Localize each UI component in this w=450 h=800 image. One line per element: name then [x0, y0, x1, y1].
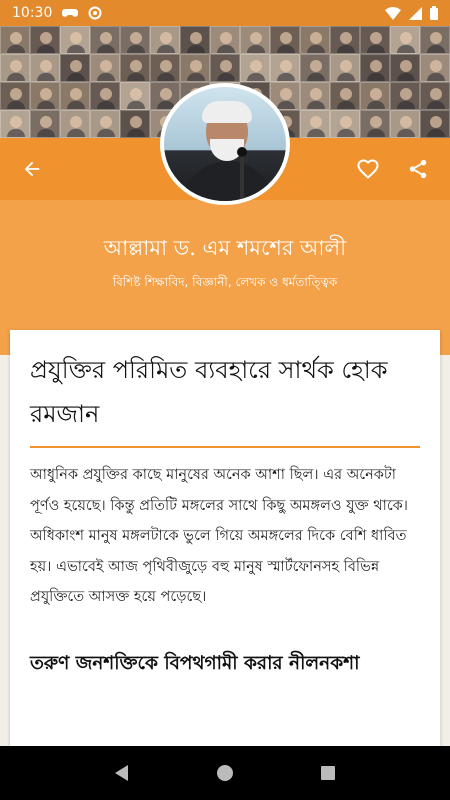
article-title: প্রযুক্তির পরিমিত ব্যবহারে সার্থক হোক রমজান	[30, 348, 420, 448]
collage-photo-tile	[360, 110, 390, 138]
collage-photo-tile	[420, 26, 450, 54]
author-name: আল্লামা ড. এম শমশের আলী	[103, 236, 347, 260]
collage-photo-tile	[210, 54, 240, 82]
collage-photo-tile	[330, 26, 360, 54]
collage-photo-tile	[420, 82, 450, 110]
collage-photo-tile	[0, 54, 30, 82]
back-arrow-icon[interactable]	[14, 151, 50, 187]
collage-photo-tile	[0, 26, 30, 54]
collage-photo-tile	[390, 110, 420, 138]
wifi-icon	[385, 7, 401, 20]
article-paragraph: আধুনিক প্রযুক্তির কাছে মানুষের অনেক আশা ছিল। এর অনেকটা পূর্ণও হয়েছে। কিন্তু প্রতিটি মঙ্গলের সাথে কিছু অমঙ্গলও যুক্ত থাকে। অধিকাংশ মানুষ মঙ্গলটাকে ভুলে গিয়ে অমঙ্গলের দিকে বেশি ধাবিত হয়। এভাবেই আজ পৃথিবীজুড়ে বহু মানুষ স্মার্টফোনসহ বিভিন্ন প্রযুক্তিতে আসক্ত হয়ে পড়েছে।	[30, 467, 408, 605]
collage-photo-tile	[0, 82, 30, 110]
signal-icon	[409, 7, 422, 20]
system-nav-bar	[0, 746, 450, 800]
collage-photo-tile	[300, 54, 330, 82]
recents-square-icon[interactable]	[308, 753, 348, 793]
article-sub-heading: তরুণ জনশক্তিকে বিপথগামী করার নীলনকশা	[30, 652, 360, 674]
home-circle-icon[interactable]	[205, 753, 245, 793]
collage-photo-tile	[120, 26, 150, 54]
collage-photo-tile	[90, 54, 120, 82]
collage-photo-tile	[390, 26, 420, 54]
collage-photo-tile	[360, 82, 390, 110]
collage-photo-tile	[390, 54, 420, 82]
collage-photo-tile	[240, 26, 270, 54]
article-card	[10, 330, 440, 750]
collage-photo-tile	[150, 26, 180, 54]
collage-photo-tile	[420, 54, 450, 82]
collage-photo-tile	[270, 26, 300, 54]
back-triangle-icon[interactable]	[102, 753, 142, 793]
collage-photo-tile	[360, 26, 390, 54]
collage-photo-tile	[210, 26, 240, 54]
microphone-icon	[240, 153, 244, 199]
article-continued-text	[30, 714, 420, 728]
collage-photo-tile	[30, 26, 60, 54]
at-sign-icon	[88, 6, 102, 20]
collage-photo-tile	[300, 110, 330, 138]
collage-photo-tile	[330, 54, 360, 82]
collage-photo-tile	[60, 54, 90, 82]
collage-photo-tile	[360, 54, 390, 82]
collage-photo-tile	[90, 82, 120, 110]
author-title: বিশিষ্ট শিক্ষাবিদ, বিজ্ঞানী, লেখক ও ধর্মতাত্ত্বিক	[112, 275, 338, 289]
collage-photo-tile	[300, 82, 330, 110]
gamepad-icon	[62, 7, 78, 19]
collage-photo-tile	[90, 26, 120, 54]
collage-photo-tile	[240, 54, 270, 82]
collage-photo-tile	[120, 54, 150, 82]
share-icon[interactable]	[400, 151, 436, 187]
collage-photo-tile	[60, 26, 90, 54]
collage-photo-tile	[390, 82, 420, 110]
collage-photo-tile	[60, 110, 90, 138]
collage-photo-tile	[120, 82, 150, 110]
collage-photo-tile	[330, 82, 360, 110]
collage-photo-tile	[30, 54, 60, 82]
collage-photo-tile	[90, 110, 120, 138]
status-bar	[0, 0, 450, 26]
collage-photo-tile	[30, 82, 60, 110]
status-time: 10:30	[12, 5, 53, 21]
collage-photo-tile	[270, 54, 300, 82]
battery-icon	[430, 6, 438, 20]
collage-photo-tile	[180, 54, 210, 82]
collage-photo-tile	[300, 26, 330, 54]
heart-outline-icon[interactable]	[350, 151, 386, 187]
collage-photo-tile	[420, 110, 450, 138]
collage-photo-tile	[60, 82, 90, 110]
author-avatar	[160, 83, 290, 205]
collage-photo-tile	[0, 110, 30, 138]
collage-photo-tile	[330, 110, 360, 138]
collage-photo-tile	[30, 110, 60, 138]
collage-photo-tile	[180, 26, 210, 54]
collage-photo-tile	[150, 54, 180, 82]
collage-photo-tile	[120, 110, 150, 138]
